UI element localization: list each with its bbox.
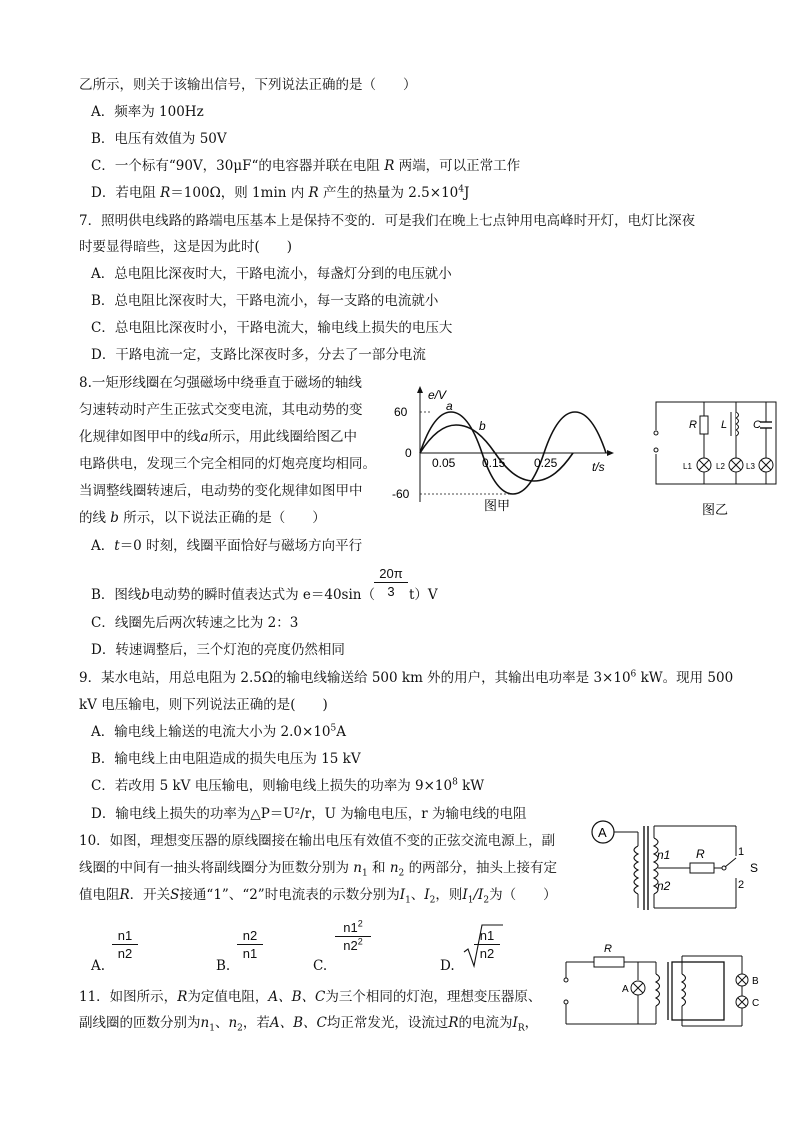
text: 的两部分，抽头上接有定 (408, 860, 558, 876)
q6-option-c[interactable] (91, 157, 520, 175)
var-n: n (353, 860, 362, 876)
text: A． (91, 538, 115, 554)
text: 电动势的瞬时值表达式为 e＝40sin（ (150, 587, 375, 603)
var-i: I (424, 887, 430, 903)
subscript: 1 (405, 895, 411, 906)
var-i: /I (473, 887, 484, 903)
unit: J (464, 185, 470, 201)
q10-option-a-fraction (112, 928, 138, 961)
q6-option-d-text2: ＝100Ω，则 1min 内 (170, 185, 305, 201)
q10-option-b[interactable]: B. (216, 958, 231, 974)
q8-option-b-fraction (374, 566, 408, 599)
q8-option-d[interactable]: D．转速调整后，三个灯泡的亮度仍然相同 (91, 642, 345, 658)
ammeter-label: A (598, 825, 607, 840)
text: ，若 (242, 1015, 270, 1031)
q10-stem-line1: 10．如图，理想变压器的原线圈接在输出电压有效值不变的正弦交流电源上，副 (79, 833, 556, 849)
label-c: C (753, 419, 761, 431)
exponent: 6 (630, 669, 637, 680)
q9-option-c[interactable] (91, 777, 484, 795)
text: 均正常发光，设流过 (326, 1015, 449, 1031)
fraction-numerator-text: n1 (343, 920, 358, 935)
text: 化规律如图甲中的线 (79, 429, 201, 445)
text: 为（ ） (489, 887, 557, 903)
text: 值电阻 (79, 887, 120, 903)
var-n: n (228, 1015, 238, 1031)
var-s: S (170, 887, 180, 903)
text: 所示，用此线圈给图乙中 (208, 429, 358, 445)
text: ．开关 (129, 887, 171, 903)
var-a: a (200, 429, 209, 445)
subscript: 2 (398, 868, 405, 879)
fraction-bar (474, 944, 500, 945)
circuit-frame (656, 402, 776, 484)
q10-stem-line3 (79, 886, 557, 904)
q6-option-a[interactable]: A．频率为 100Hz (91, 104, 204, 120)
q10-option-d-fraction (474, 928, 500, 961)
y-tick-0: 0 (405, 446, 412, 460)
text: 接通“1”、“2”时电流表的示数分别为 (179, 887, 400, 903)
q10-option-c-fraction (335, 920, 371, 953)
subscript: 2 (429, 895, 436, 906)
fraction-bar (112, 944, 138, 945)
label-b: B (752, 976, 759, 987)
text: 副线圈的匝数分别为 (79, 1015, 201, 1031)
var-i: I (512, 1015, 518, 1031)
subscript: R (517, 1023, 525, 1034)
exponent: 5 (330, 723, 337, 734)
text: ， (524, 1015, 539, 1031)
subscript: 1 (467, 895, 474, 906)
inductor-l (736, 412, 739, 436)
terminal-bottom (564, 1000, 568, 1004)
subscript: 2 (237, 1023, 243, 1034)
text: 为定值电阻， (187, 989, 269, 1005)
figure-q11-circuit (556, 940, 772, 1030)
q10-option-c[interactable]: C. (313, 958, 328, 974)
q7-option-d[interactable]: D．干路电流一定，支路比深夜时多，分去了一部分电流 (91, 347, 426, 363)
q6-option-c-text2: 两端，可以正常工作 (398, 158, 521, 174)
fraction-denominator: n1 (242, 946, 258, 961)
terminal-bottom (654, 448, 658, 452)
q8-option-c[interactable]: C．线圈先后两次转速之比为 2：3 (91, 615, 299, 631)
primary-coil (656, 974, 660, 1006)
text: t）V (408, 587, 438, 603)
x-axis-label: t/s (592, 460, 605, 474)
text: 9．某水电站，用总电阻为 2.5Ω的输电线输送给 500 km 外的用户，其输出电功率是 3×10 (79, 670, 631, 686)
q6-option-d-text3: 产生的热量为 2.5×10 (323, 185, 459, 201)
terminal-top (564, 978, 568, 982)
q7-option-b[interactable]: B．总电阻比深夜时大，干路电流小，每一支路的电流就小 (91, 293, 439, 309)
q6-option-d[interactable] (91, 184, 469, 202)
fraction-denominator (335, 938, 371, 953)
fraction-numerator: n1 (479, 928, 495, 943)
label-r: R (604, 943, 612, 955)
secondary-coil (682, 974, 686, 1006)
label-a: A (622, 984, 629, 995)
q7-stem-line1: 7．照明供电线路的路端电压基本上是保持不变的．可是我们在晚上七点钟用电高峰时开灯，电灯比深夜 (79, 213, 696, 229)
q10-option-b-fraction (237, 928, 263, 961)
fraction-numerator: n1 (117, 928, 133, 943)
text: 和 (372, 860, 386, 876)
exponent: 2 (357, 936, 363, 947)
fraction-bar (335, 936, 371, 937)
figure-yi-caption: 图乙 (702, 502, 729, 517)
text: ＝0 时刻，线圈平面恰好与磁场方向平行 (119, 538, 363, 554)
var-i: I (399, 887, 406, 903)
resistor-r (690, 863, 714, 873)
fraction-denominator-text: n2 (343, 938, 358, 953)
fraction-bar (374, 582, 408, 583)
q8-option-a[interactable] (91, 537, 362, 555)
label-l1: L1 (683, 462, 692, 471)
terminal-top (654, 431, 658, 435)
var-r: R (177, 989, 188, 1005)
var-b: b (141, 587, 151, 603)
exponent: 2 (357, 918, 363, 929)
label-pos1: 1 (738, 846, 745, 858)
var-t: t (114, 538, 120, 554)
q6-stem-tail: 乙所示，则关于该输出信号，下列说法正确的是（ ） (79, 77, 417, 93)
text: kW。现用 500 (640, 670, 734, 686)
label-c: C (752, 998, 760, 1009)
q8-stem-line4: 电路供电，发现三个完全相同的灯炮亮度均相同。 (79, 456, 376, 472)
q10-stem-line2 (79, 859, 557, 877)
text: C．若改用 5 kV 电压输电，则输电线上损失的功率为 9×10 (91, 778, 453, 794)
x-tick-025: 0.25 (534, 456, 558, 470)
text: A (336, 724, 346, 740)
fraction-numerator: n2 (242, 928, 258, 943)
q7-stem-line2: 时要显得暗些，这是因为此时( ) (79, 239, 293, 255)
text: 、 (214, 1015, 229, 1031)
text: 、 (410, 887, 425, 903)
fraction-denominator: n2 (479, 946, 495, 961)
q7-option-a[interactable]: A．总电阻比深夜时大，干路电流小，每盏灯分到的电压就小 (91, 266, 452, 282)
label-l2: L2 (716, 462, 725, 471)
q7-option-c[interactable]: C．总电阻比深夜时小，干路电流大，输电线上损失的电压大 (91, 320, 453, 336)
y-tick-neg60: -60 (392, 487, 410, 501)
subscript: 1 (209, 1023, 215, 1034)
core-frame (672, 962, 724, 1020)
text: ，则 (435, 887, 463, 903)
label-l: L (721, 419, 728, 431)
x-axis-arrow (607, 450, 614, 456)
var-abc: A、B、C (269, 1015, 327, 1031)
var-r: R (160, 185, 171, 201)
y-axis-label: e/V (428, 388, 447, 402)
q8-stem-line3 (79, 428, 357, 446)
q10-option-a[interactable]: A. (91, 958, 106, 974)
fraction-numerator (335, 920, 371, 935)
capacitor-gap (760, 422, 772, 428)
q11-stem-line2 (79, 1014, 538, 1032)
resistor-r (700, 416, 708, 434)
q9-option-b[interactable]: B．输电线上由电阻造成的损失电压为 15 kV (91, 751, 361, 767)
text: A．输电线上输送的电流大小为 2.0×10 (91, 724, 331, 740)
q9-option-a[interactable] (91, 723, 346, 741)
var-r: R (119, 887, 130, 903)
q8-stem-line5: 当调整线圈转速后，电动势的变化规律如图甲中 (79, 483, 363, 499)
var-b: b (110, 510, 119, 526)
subscript: 2 (483, 895, 490, 906)
label-r: R (689, 419, 697, 431)
var-n: n (389, 860, 399, 876)
switch-blade (725, 858, 736, 867)
var-n: n (200, 1015, 210, 1031)
var-i: I (462, 887, 468, 903)
label-r: R (696, 847, 705, 861)
q6-option-c-text: C．一个标有“90V，30μF“的电容器并联在电阻 (91, 158, 380, 174)
q8-stem-line6 (79, 509, 326, 527)
q6-option-d-text: D．若电阻 (91, 185, 156, 201)
x-tick-005: 0.05 (432, 456, 456, 470)
var-r: R (384, 158, 395, 174)
label-n2: n2 (657, 879, 671, 893)
q9-stem-line1 (79, 669, 733, 687)
y-tick-60: 60 (394, 405, 408, 419)
text: 的电流为 (458, 1015, 513, 1031)
exponent: 8 (452, 777, 458, 788)
q9-stem-line2: kV 电压输电，则下列说法正确的是( ) (79, 697, 328, 713)
text: B．图线 (91, 587, 142, 603)
text: 11．如图所示， (79, 989, 178, 1005)
label-l3: L3 (746, 462, 755, 471)
curve-b-label: b (479, 419, 486, 433)
label-n1: n1 (657, 848, 671, 862)
text: 的线 (79, 510, 106, 526)
text: 所示，以下说法正确的是（ ） (123, 510, 326, 526)
var-r: R (308, 185, 319, 201)
figure-jia-caption: 图甲 (484, 498, 511, 513)
text: 为三个相同的灯泡，理想变压器原、 (325, 989, 542, 1005)
q11-stem-line1 (79, 988, 541, 1006)
q9-option-d[interactable]: D．输电线上损失的功率为△P＝U²/r，U 为输电电压，r 为输电线的电阻 (91, 806, 527, 822)
q8-stem-line2: 匀速转动时产生正弦式交变电流，其电动势的变 (79, 402, 363, 418)
figure-jia-graph (388, 382, 618, 514)
y-axis-arrow (417, 386, 423, 393)
text: kW (462, 778, 485, 794)
fraction-numerator: 20π (379, 566, 403, 581)
q8-stem-line1: 8.一矩形线圈在匀强磁场中绕垂直于磁场的轴线 (79, 375, 362, 391)
primary-coil (634, 846, 638, 894)
fraction-denominator: 3 (387, 584, 395, 599)
resistor-r (594, 957, 624, 967)
figure-q10-circuit (588, 814, 768, 916)
exponent: 4 (458, 184, 465, 195)
fraction-bar (237, 944, 263, 945)
fraction-denominator: n2 (117, 946, 133, 961)
text: 线圈的中间有一抽头将副线圈分为匝数分别为 (79, 860, 349, 876)
q6-option-b[interactable]: B．电压有效值为 50V (91, 131, 227, 147)
var-abc: A、B、C (268, 989, 326, 1005)
x-tick-015: 0.15 (482, 456, 506, 470)
q10-option-d[interactable]: D. (440, 958, 455, 974)
label-pos2: 2 (738, 879, 745, 891)
label-s: S (750, 861, 759, 875)
figure-yi-circuit (646, 396, 782, 522)
curve-a-label: a (446, 399, 453, 413)
subscript: 1 (362, 868, 368, 879)
var-r: R (448, 1015, 459, 1031)
